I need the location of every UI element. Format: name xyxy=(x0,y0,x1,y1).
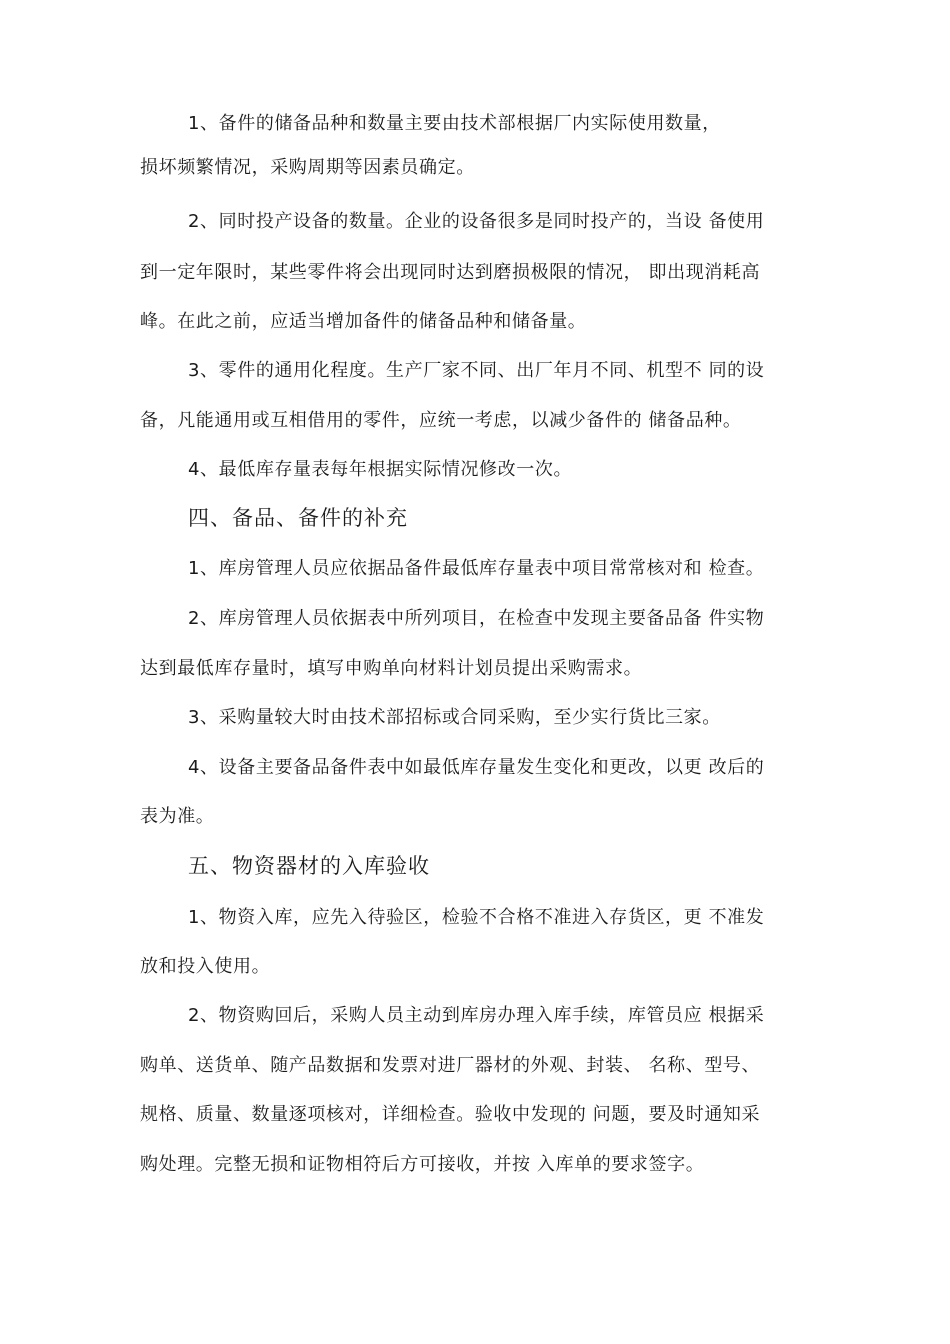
paragraph-10-line-2: 购单、送货单、随产品数据和发票对进厂器材的外观、封装、 名称、型号、 xyxy=(140,1055,761,1076)
paragraph-2-line-2: 到一定年限时，某些零件将会出现同时达到磨损极限的情况， 即出现消耗高 xyxy=(140,262,761,283)
paragraph-9-line-1: 1、物资入库，应先入待验区，检验不合格不准进入存货区，更 不准发 xyxy=(188,907,765,928)
paragraph-4-line-1: 4、最低库存量表每年根据实际情况修改一次。 xyxy=(188,459,573,480)
paragraph-7-line-1: 3、采购量较大时由技术部招标或合同采购，至少实行货比三家。 xyxy=(188,707,721,728)
paragraph-1-line-2: 损坏频繁情况，采购周期等因素员确定。 xyxy=(140,157,475,178)
paragraph-2-line-1: 2、同时投产设备的数量。企业的设备很多是同时投产的，当设 备使用 xyxy=(188,211,765,232)
section-heading-5: 五、物资器材的入库验收 xyxy=(188,854,430,878)
paragraph-9-line-2: 放和投入使用。 xyxy=(140,956,271,977)
paragraph-3-line-2: 备，凡能通用或互相借用的零件，应统一考虑，以减少备件的 储备品种。 xyxy=(140,410,742,431)
paragraph-8-line-2: 表为准。 xyxy=(140,806,215,827)
paragraph-8-line-1: 4、设备主要备品备件表中如最低库存量发生变化和更改，以更 改后的 xyxy=(188,757,765,778)
paragraph-1-line-1: 1、备件的储备品种和数量主要由技术部根据厂内实际使用数量， xyxy=(188,113,721,134)
paragraph-6-line-1: 2、库房管理人员依据表中所列项目，在检查中发现主要备品备 件实物 xyxy=(188,608,765,629)
paragraph-6-line-2: 达到最低库存量时，填写申购单向材料计划员提出采购需求。 xyxy=(140,658,643,679)
paragraph-2-line-3: 峰。在此之前，应适当增加备件的储备品种和储备量。 xyxy=(140,311,587,332)
paragraph-10-line-1: 2、物资购回后，采购人员主动到库房办理入库手续，库管员应 根据采 xyxy=(188,1005,765,1026)
paragraph-10-line-4: 购处理。完整无损和证物相符后方可接收，并按 入库单的要求签字。 xyxy=(140,1154,705,1175)
paragraph-5-line-1: 1、库房管理人员应依据品备件最低库存量表中项目常常核对和 检查。 xyxy=(188,558,765,579)
section-heading-4: 四、备品、备件的补充 xyxy=(188,506,408,530)
paragraph-10-line-3: 规格、质量、数量逐项核对，详细检查。验收中发现的 问题，要及时通知采 xyxy=(140,1104,761,1125)
paragraph-3-line-1: 3、零件的通用化程度。生产厂家不同、出厂年月不同、机型不 同的设 xyxy=(188,360,765,381)
